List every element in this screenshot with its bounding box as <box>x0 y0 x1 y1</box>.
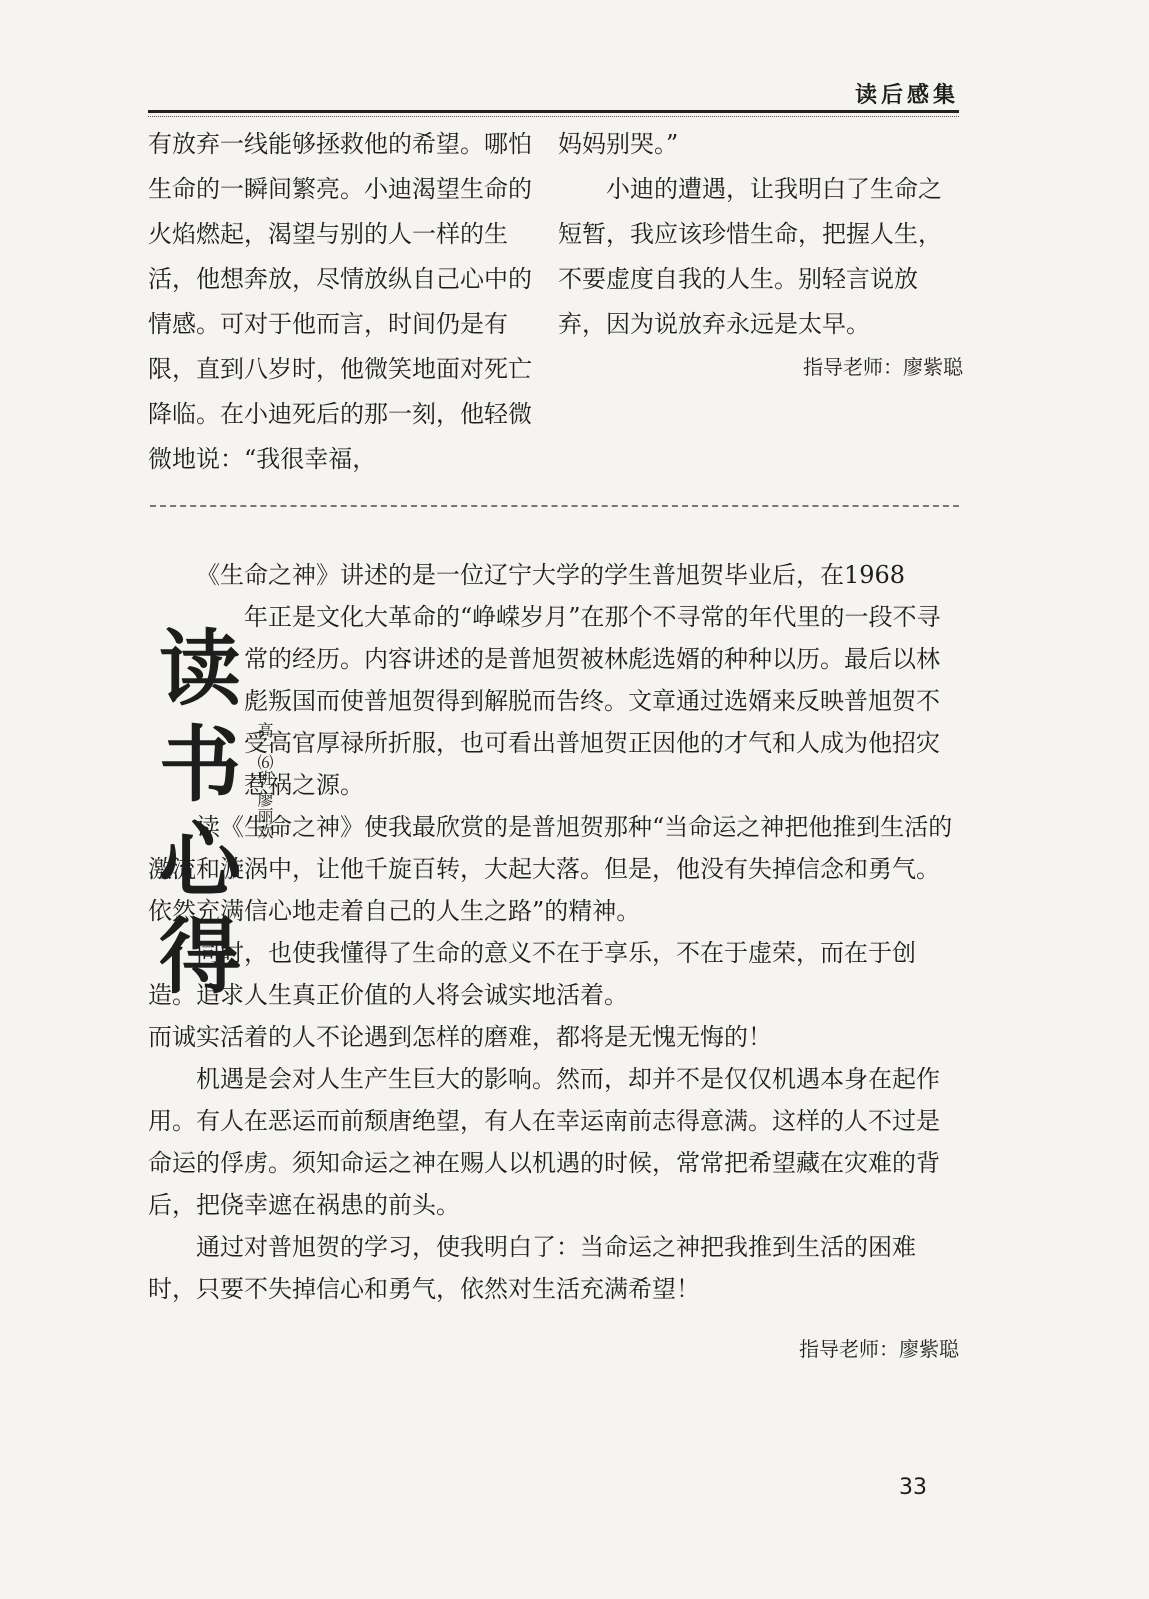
page-number: 33 <box>899 1475 927 1500</box>
right-column-paragraph: 小迪的遭遇，让我明白了生命之短暂，我应该珍惜生命，把握人生，不要虚度自我的人生。别轻言说放弃，因为说放弃永远是太早。 <box>558 175 942 338</box>
para5: 通过对普旭贺的学习，使我明白了：当命运之神把我推到生活的困难时，只要不失掉信心和勇气，依然对生活充满希望！ <box>148 1233 916 1303</box>
para2: 读《生命之神》使我最欣赏的是普旭贺那种“当命运之神把他推到生活的激流和漩涡中，让他千旋百转，大起大落。但是，他没有失掉信念和勇气。依然充满信心地走着自己的人生之路”的精神。 <box>148 813 953 925</box>
right-column-first-line: 妈妈别哭。” <box>558 130 679 158</box>
top-signature: 指导老师：廖紫聪 <box>803 355 963 379</box>
title-char-3: 心 <box>158 814 241 909</box>
title-char-4: 得 <box>158 910 241 1005</box>
section-divider <box>150 505 959 507</box>
left-column <box>148 122 540 482</box>
title-char-1: 读 <box>158 622 241 717</box>
para1-rest: 年正是文化大革命的“峥嵘岁月”在那个不寻常的年代里的一段不寻常的经历。内容讲述的是普旭贺被林彪选婿的种种以历。最后以林彪叛国而使普旭贺得到解脱而告终。文章通过选婿来反映普旭贺不受高官厚禄所折服，也可看出普旭贺正因他的才气和人成为他招灾惹祸之源。 <box>244 603 941 799</box>
right-column <box>558 122 963 387</box>
author-byline: 高一⑹班 廖丽欢 <box>255 722 274 840</box>
bottom-signature: 指导老师：廖紫聪 <box>799 1337 959 1361</box>
para1-first-line: 《生命之神》讲述的是一位辽宁大学的学生普旭贺毕业后，在1968 <box>196 561 906 589</box>
section-title: 读后感集 <box>854 82 959 108</box>
title-char-2: 书 <box>158 718 241 813</box>
header-rule <box>148 110 959 113</box>
para3-wrapped: 同时，也使我懂得了生命的意义不在于享乐，不在于虚荣，而在于创造。追求人生真正价值的人将会诚实地活着。 <box>148 939 916 1009</box>
article-body <box>148 554 963 1310</box>
para4: 机遇是会对人生产生巨大的影响。然而，却并不是仅仅机遇本身在起作用。有人在恶运而前颓唐绝望，有人在幸运南前志得意满。这样的人不过是命运的俘虏。须知命运之神在赐人以机遇的时候，常常把希望藏在灾难的背后，把侥幸遮在祸患的前头。 <box>148 1065 940 1219</box>
para3-full: 而诚实活着的人不论遇到怎样的磨难，都将是无愧无悔的！ <box>148 1023 772 1051</box>
left-column-text: 有放弃一线能够拯救他的希望。哪怕生命的一瞬间繁亮。小迪渴望生命的火焰燃起，渴望与别的人一样的生活，他想奔放，尽情放纵自己心中的情感。可对于他而言，时间仍是有限，直到八岁时，他微笑地面对死亡降临。在小迪死后的那一刻，他轻微微地说：“我很幸福， <box>148 130 532 473</box>
header-rule-dotted <box>148 116 959 117</box>
